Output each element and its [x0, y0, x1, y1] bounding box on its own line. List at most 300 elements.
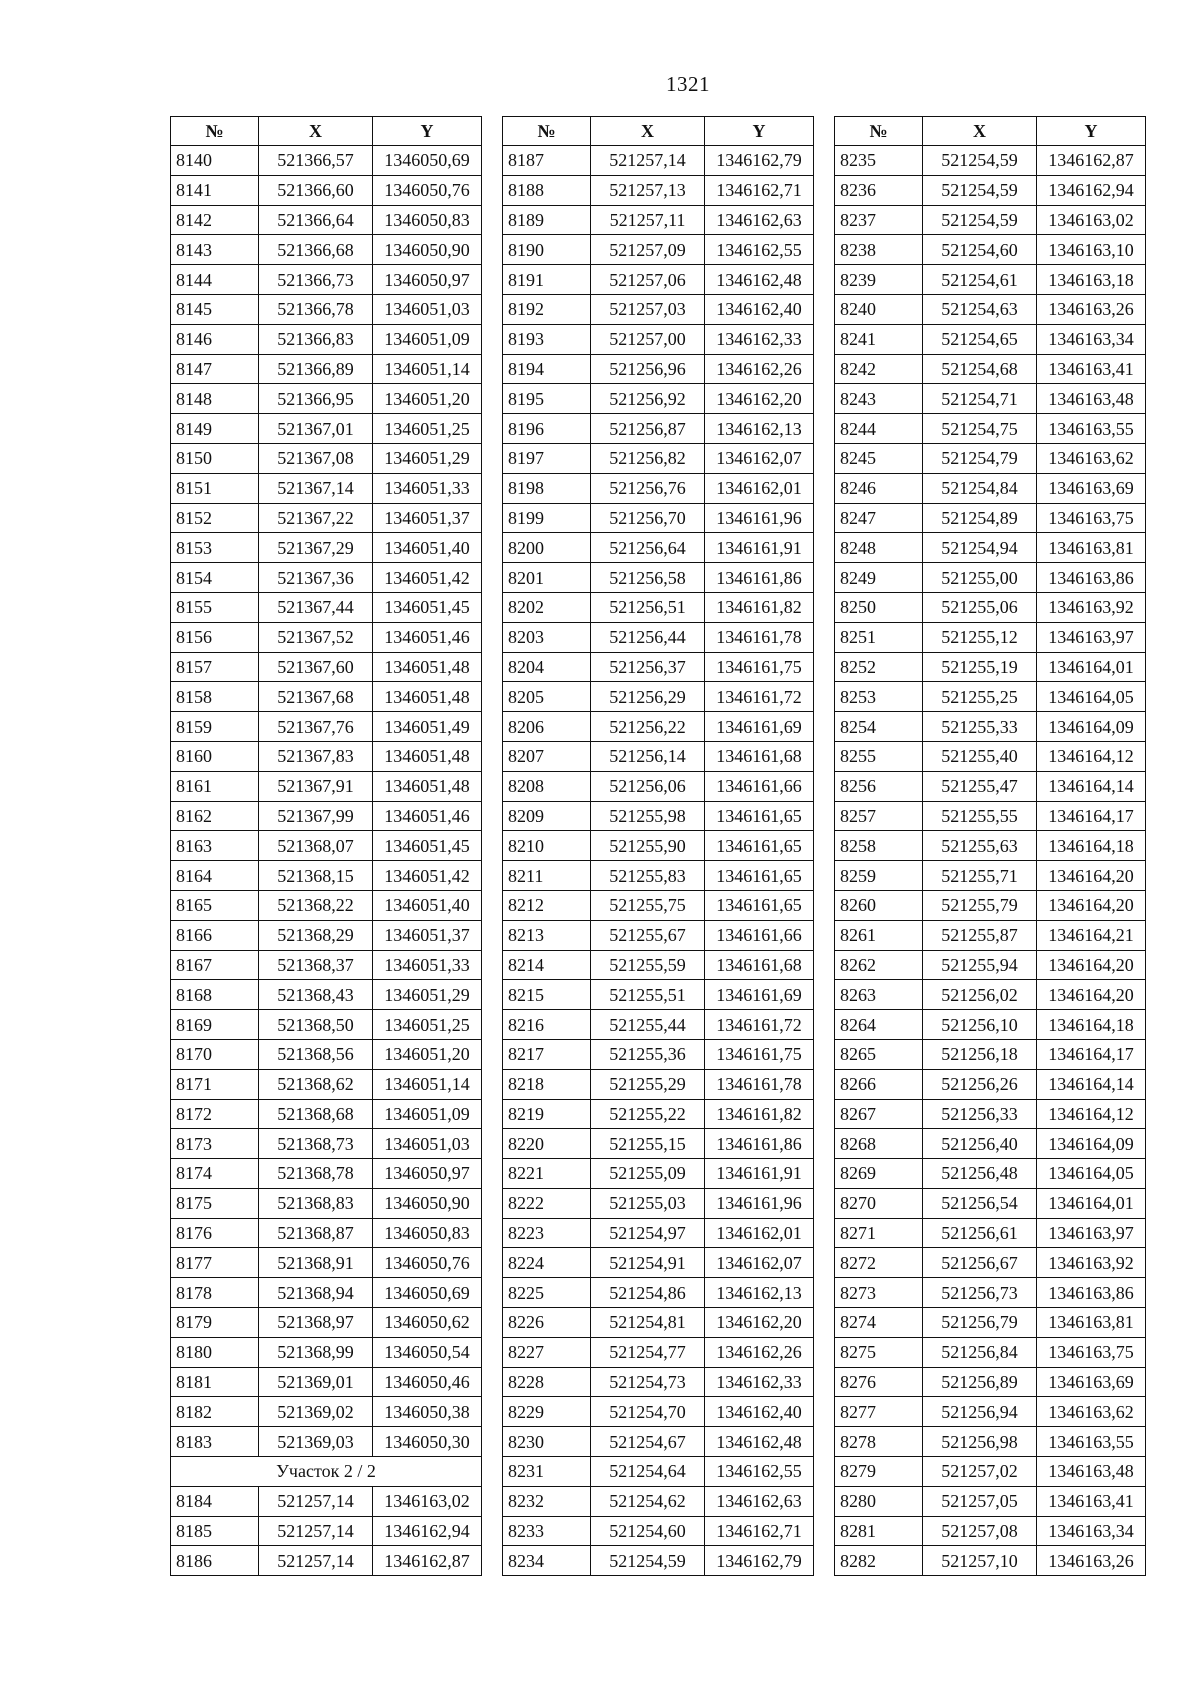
- table-row: [503, 265, 814, 295]
- y-value: 1346162,07: [705, 443, 814, 473]
- y-value: 1346050,46: [373, 1367, 482, 1397]
- table-row: [835, 473, 1146, 503]
- point-number: 8196: [503, 414, 591, 444]
- y-value: 1346162,20: [705, 1308, 814, 1338]
- table-row: [835, 1188, 1146, 1218]
- y-value: 1346051,46: [373, 801, 482, 831]
- x-value: 521256,94: [923, 1397, 1037, 1427]
- point-number: 8215: [503, 980, 591, 1010]
- y-value: 1346163,69: [1037, 473, 1146, 503]
- x-value: 521255,79: [923, 890, 1037, 920]
- x-value: 521254,60: [923, 235, 1037, 265]
- x-value: 521368,50: [259, 1010, 373, 1040]
- point-number: 8157: [171, 652, 259, 682]
- x-value: 521366,73: [259, 265, 373, 295]
- table-row: [835, 265, 1146, 295]
- y-value: 1346164,09: [1037, 1129, 1146, 1159]
- table-row: [835, 1308, 1146, 1338]
- table-row: [171, 890, 482, 920]
- point-number: 8202: [503, 592, 591, 622]
- x-value: 521255,59: [591, 950, 705, 980]
- x-value: 521256,64: [591, 533, 705, 563]
- table-row: [171, 980, 482, 1010]
- table-row: [835, 1159, 1146, 1189]
- x-value: 521256,18: [923, 1039, 1037, 1069]
- point-number: 8278: [835, 1427, 923, 1457]
- y-value: 1346162,26: [705, 1337, 814, 1367]
- y-value: 1346051,48: [373, 771, 482, 801]
- x-value: 521366,64: [259, 205, 373, 235]
- x-value: 521256,58: [591, 563, 705, 593]
- x-value: 521255,44: [591, 1010, 705, 1040]
- table-row: [503, 1159, 814, 1189]
- x-value: 521368,83: [259, 1188, 373, 1218]
- x-value: 521256,48: [923, 1159, 1037, 1189]
- y-value: 1346050,69: [373, 1278, 482, 1308]
- table-row: [503, 1188, 814, 1218]
- x-value: 521255,94: [923, 950, 1037, 980]
- point-number: 8190: [503, 235, 591, 265]
- point-number: 8166: [171, 920, 259, 950]
- table-row: [835, 861, 1146, 891]
- point-number: 8140: [171, 146, 259, 176]
- point-number: 8173: [171, 1129, 259, 1159]
- y-value: 1346164,14: [1037, 771, 1146, 801]
- x-value: 521366,89: [259, 354, 373, 384]
- table-row: [835, 1546, 1146, 1576]
- point-number: 8246: [835, 473, 923, 503]
- x-value: 521257,03: [591, 294, 705, 324]
- table-row: [171, 712, 482, 742]
- point-number: 8219: [503, 1099, 591, 1129]
- point-number: 8220: [503, 1129, 591, 1159]
- table-row: [503, 801, 814, 831]
- x-value: 521255,67: [591, 920, 705, 950]
- y-value: 1346051,25: [373, 414, 482, 444]
- y-value: 1346050,69: [373, 146, 482, 176]
- y-value: 1346161,68: [705, 950, 814, 980]
- x-value: 521367,91: [259, 771, 373, 801]
- point-number: 8150: [171, 443, 259, 473]
- table-row: [171, 265, 482, 295]
- table-row: [171, 682, 482, 712]
- x-value: 521255,47: [923, 771, 1037, 801]
- y-value: 1346161,65: [705, 831, 814, 861]
- x-value: 521255,09: [591, 1159, 705, 1189]
- point-number: 8178: [171, 1278, 259, 1308]
- x-value: 521256,84: [923, 1337, 1037, 1367]
- x-value: 521254,70: [591, 1397, 705, 1427]
- point-number: 8212: [503, 890, 591, 920]
- table-row: [171, 741, 482, 771]
- table-row: [503, 1039, 814, 1069]
- y-value: 1346051,29: [373, 980, 482, 1010]
- x-value: 521255,87: [923, 920, 1037, 950]
- table-row: [503, 980, 814, 1010]
- coordinate-table: [170, 116, 482, 1576]
- point-number: 8172: [171, 1099, 259, 1129]
- point-number: 8242: [835, 354, 923, 384]
- point-number: 8264: [835, 1010, 923, 1040]
- x-value: 521256,98: [923, 1427, 1037, 1457]
- table-row: [835, 1069, 1146, 1099]
- table-row: [171, 1188, 482, 1218]
- table-row: [171, 473, 482, 503]
- point-number: 8187: [503, 146, 591, 176]
- point-number: 8165: [171, 890, 259, 920]
- x-value: 521256,06: [591, 771, 705, 801]
- table-row: [171, 324, 482, 354]
- x-value: 521255,19: [923, 652, 1037, 682]
- table-row: [503, 592, 814, 622]
- table-row: [503, 1546, 814, 1576]
- x-value: 521254,86: [591, 1278, 705, 1308]
- table-row: [835, 384, 1146, 414]
- y-value: 1346164,01: [1037, 652, 1146, 682]
- table-row: [171, 354, 482, 384]
- table-row: [171, 920, 482, 950]
- table-header-row: [503, 117, 814, 146]
- y-value: 1346161,96: [705, 1188, 814, 1218]
- header-number: №: [835, 117, 923, 146]
- x-value: 521367,76: [259, 712, 373, 742]
- point-number: 8263: [835, 980, 923, 1010]
- x-value: 521367,29: [259, 533, 373, 563]
- x-value: 521256,70: [591, 503, 705, 533]
- y-value: 1346164,09: [1037, 712, 1146, 742]
- point-number: 8236: [835, 175, 923, 205]
- table-row: [503, 146, 814, 176]
- y-value: 1346163,34: [1037, 1516, 1146, 1546]
- table-row: [503, 354, 814, 384]
- y-value: 1346161,65: [705, 861, 814, 891]
- y-value: 1346162,20: [705, 384, 814, 414]
- table-row: [835, 324, 1146, 354]
- point-number: 8192: [503, 294, 591, 324]
- y-value: 1346163,48: [1037, 384, 1146, 414]
- point-number: 8203: [503, 622, 591, 652]
- x-value: 521255,51: [591, 980, 705, 1010]
- table-row: [835, 1516, 1146, 1546]
- point-number: 8268: [835, 1129, 923, 1159]
- table-row: [171, 1218, 482, 1248]
- table-row: [171, 1367, 482, 1397]
- y-value: 1346051,42: [373, 563, 482, 593]
- x-value: 521257,11: [591, 205, 705, 235]
- table-row: [835, 294, 1146, 324]
- y-value: 1346161,65: [705, 890, 814, 920]
- table-row: [503, 1337, 814, 1367]
- x-value: 521255,03: [591, 1188, 705, 1218]
- x-value: 521368,87: [259, 1218, 373, 1248]
- x-value: 521254,68: [923, 354, 1037, 384]
- y-value: 1346161,72: [705, 682, 814, 712]
- point-number: 8210: [503, 831, 591, 861]
- y-value: 1346161,69: [705, 980, 814, 1010]
- x-value: 521366,95: [259, 384, 373, 414]
- table-row: [835, 1248, 1146, 1278]
- y-value: 1346050,54: [373, 1337, 482, 1367]
- table-row: [503, 741, 814, 771]
- x-value: 521256,89: [923, 1367, 1037, 1397]
- y-value: 1346161,66: [705, 920, 814, 950]
- x-value: 521368,43: [259, 980, 373, 1010]
- y-value: 1346051,03: [373, 1129, 482, 1159]
- x-value: 521368,62: [259, 1069, 373, 1099]
- point-number: 8256: [835, 771, 923, 801]
- y-value: 1346163,26: [1037, 294, 1146, 324]
- y-value: 1346163,48: [1037, 1457, 1146, 1487]
- x-value: 521254,89: [923, 503, 1037, 533]
- point-number: 8153: [171, 533, 259, 563]
- point-number: 8148: [171, 384, 259, 414]
- table-row: [835, 1427, 1146, 1457]
- x-value: 521256,44: [591, 622, 705, 652]
- table-row: [835, 205, 1146, 235]
- x-value: 521254,75: [923, 414, 1037, 444]
- x-value: 521255,40: [923, 741, 1037, 771]
- x-value: 521254,59: [923, 205, 1037, 235]
- table-row: [503, 1457, 814, 1487]
- x-value: 521366,60: [259, 175, 373, 205]
- table-row: [503, 503, 814, 533]
- y-value: 1346051,48: [373, 682, 482, 712]
- x-value: 521254,71: [923, 384, 1037, 414]
- point-number: 8218: [503, 1069, 591, 1099]
- table-row: [503, 533, 814, 563]
- table-row: [503, 861, 814, 891]
- point-number: 8200: [503, 533, 591, 563]
- point-number: 8170: [171, 1039, 259, 1069]
- table-row: [835, 235, 1146, 265]
- point-number: 8249: [835, 563, 923, 593]
- table-row: [503, 1427, 814, 1457]
- point-number: 8175: [171, 1188, 259, 1218]
- point-number: 8207: [503, 741, 591, 771]
- x-value: 521254,81: [591, 1308, 705, 1338]
- y-value: 1346163,41: [1037, 1486, 1146, 1516]
- x-value: 521256,73: [923, 1278, 1037, 1308]
- x-value: 521257,14: [259, 1516, 373, 1546]
- y-value: 1346050,90: [373, 1188, 482, 1218]
- x-value: 521256,37: [591, 652, 705, 682]
- table-row: [503, 652, 814, 682]
- coordinate-table: [502, 116, 814, 1576]
- x-value: 521257,06: [591, 265, 705, 295]
- table-row: [835, 890, 1146, 920]
- y-value: 1346051,25: [373, 1010, 482, 1040]
- table-row: [835, 503, 1146, 533]
- y-value: 1346161,78: [705, 622, 814, 652]
- table-row: [503, 1278, 814, 1308]
- point-number: 8188: [503, 175, 591, 205]
- x-value: 521256,26: [923, 1069, 1037, 1099]
- y-value: 1346051,33: [373, 950, 482, 980]
- table-row: [171, 205, 482, 235]
- table-row: [503, 414, 814, 444]
- x-value: 521368,56: [259, 1039, 373, 1069]
- point-number: 8265: [835, 1039, 923, 1069]
- point-number: 8161: [171, 771, 259, 801]
- y-value: 1346163,02: [1037, 205, 1146, 235]
- table-row: [171, 592, 482, 622]
- x-value: 521255,71: [923, 861, 1037, 891]
- x-value: 521254,91: [591, 1248, 705, 1278]
- x-value: 521257,02: [923, 1457, 1037, 1487]
- table-row: [503, 1486, 814, 1516]
- y-value: 1346161,72: [705, 1010, 814, 1040]
- x-value: 521254,77: [591, 1337, 705, 1367]
- y-value: 1346161,82: [705, 1099, 814, 1129]
- point-number: 8279: [835, 1457, 923, 1487]
- table-row: [835, 682, 1146, 712]
- y-value: 1346163,92: [1037, 592, 1146, 622]
- table-row: [503, 235, 814, 265]
- table-row: [171, 1159, 482, 1189]
- point-number: 8205: [503, 682, 591, 712]
- header-x: X: [591, 117, 705, 146]
- point-number: 8230: [503, 1427, 591, 1457]
- point-number: 8245: [835, 443, 923, 473]
- x-value: 521254,94: [923, 533, 1037, 563]
- point-number: 8169: [171, 1010, 259, 1040]
- x-value: 521368,29: [259, 920, 373, 950]
- point-number: 8261: [835, 920, 923, 950]
- table-row: [835, 920, 1146, 950]
- x-value: 521254,59: [591, 1546, 705, 1576]
- table-row: [503, 950, 814, 980]
- x-value: 521366,68: [259, 235, 373, 265]
- x-value: 521368,15: [259, 861, 373, 891]
- table-row: [503, 771, 814, 801]
- y-value: 1346162,48: [705, 265, 814, 295]
- y-value: 1346051,20: [373, 384, 482, 414]
- y-value: 1346051,29: [373, 443, 482, 473]
- y-value: 1346051,37: [373, 503, 482, 533]
- header-y: Y: [1037, 117, 1146, 146]
- x-value: 521255,75: [591, 890, 705, 920]
- table-row: [171, 175, 482, 205]
- point-number: 8151: [171, 473, 259, 503]
- header-number: №: [171, 117, 259, 146]
- table-row: [835, 1010, 1146, 1040]
- point-number: 8176: [171, 1218, 259, 1248]
- x-value: 521255,29: [591, 1069, 705, 1099]
- x-value: 521256,76: [591, 473, 705, 503]
- table-row: [171, 652, 482, 682]
- table-row: [171, 1546, 482, 1576]
- x-value: 521368,07: [259, 831, 373, 861]
- table-row: [503, 831, 814, 861]
- table-row: [171, 563, 482, 593]
- page-number: 1321: [666, 72, 710, 96]
- x-value: 521256,92: [591, 384, 705, 414]
- x-value: 521255,06: [923, 592, 1037, 622]
- table-row: [171, 771, 482, 801]
- point-number: 8147: [171, 354, 259, 384]
- table-row: [835, 1039, 1146, 1069]
- y-value: 1346050,97: [373, 265, 482, 295]
- y-value: 1346162,26: [705, 354, 814, 384]
- table-header-row: [171, 117, 482, 146]
- point-number: 8255: [835, 741, 923, 771]
- x-value: 521368,73: [259, 1129, 373, 1159]
- y-value: 1346162,94: [373, 1516, 482, 1546]
- x-value: 521368,99: [259, 1337, 373, 1367]
- x-value: 521255,33: [923, 712, 1037, 742]
- x-value: 521369,02: [259, 1397, 373, 1427]
- point-number: 8254: [835, 712, 923, 742]
- y-value: 1346051,09: [373, 324, 482, 354]
- table-row: [503, 920, 814, 950]
- y-value: 1346163,75: [1037, 1337, 1146, 1367]
- section-label: Участок 2 / 2: [171, 1457, 482, 1487]
- y-value: 1346164,18: [1037, 1010, 1146, 1040]
- point-number: 8163: [171, 831, 259, 861]
- y-value: 1346161,82: [705, 592, 814, 622]
- table-row: [835, 563, 1146, 593]
- point-number: 8247: [835, 503, 923, 533]
- point-number: 8180: [171, 1337, 259, 1367]
- point-number: 8234: [503, 1546, 591, 1576]
- point-number: 8213: [503, 920, 591, 950]
- point-number: 8174: [171, 1159, 259, 1189]
- y-value: 1346162,79: [705, 1546, 814, 1576]
- point-number: 8211: [503, 861, 591, 891]
- y-value: 1346162,40: [705, 1397, 814, 1427]
- y-value: 1346050,76: [373, 175, 482, 205]
- x-value: 521369,01: [259, 1367, 373, 1397]
- table-row: [171, 503, 482, 533]
- x-value: 521256,10: [923, 1010, 1037, 1040]
- table-row: [171, 1248, 482, 1278]
- x-value: 521369,03: [259, 1427, 373, 1457]
- point-number: 8216: [503, 1010, 591, 1040]
- table-row: [171, 1308, 482, 1338]
- x-value: 521257,05: [923, 1486, 1037, 1516]
- table-row: [835, 801, 1146, 831]
- x-value: 521257,09: [591, 235, 705, 265]
- y-value: 1346161,69: [705, 712, 814, 742]
- x-value: 521366,83: [259, 324, 373, 354]
- y-value: 1346163,62: [1037, 443, 1146, 473]
- table-row: [171, 1039, 482, 1069]
- point-number: 8194: [503, 354, 591, 384]
- x-value: 521256,22: [591, 712, 705, 742]
- x-value: 521255,98: [591, 801, 705, 831]
- table-row: [171, 950, 482, 980]
- y-value: 1346051,48: [373, 652, 482, 682]
- y-value: 1346051,20: [373, 1039, 482, 1069]
- x-value: 521255,12: [923, 622, 1037, 652]
- point-number: 8186: [171, 1546, 259, 1576]
- x-value: 521255,36: [591, 1039, 705, 1069]
- table-row: [835, 146, 1146, 176]
- y-value: 1346164,20: [1037, 950, 1146, 980]
- x-value: 521256,02: [923, 980, 1037, 1010]
- table-row: [171, 1099, 482, 1129]
- y-value: 1346163,18: [1037, 265, 1146, 295]
- x-value: 521256,79: [923, 1308, 1037, 1338]
- point-number: 8276: [835, 1367, 923, 1397]
- point-number: 8142: [171, 205, 259, 235]
- point-number: 8204: [503, 652, 591, 682]
- point-number: 8238: [835, 235, 923, 265]
- x-value: 521255,15: [591, 1129, 705, 1159]
- point-number: 8144: [171, 265, 259, 295]
- y-value: 1346050,83: [373, 205, 482, 235]
- y-value: 1346163,75: [1037, 503, 1146, 533]
